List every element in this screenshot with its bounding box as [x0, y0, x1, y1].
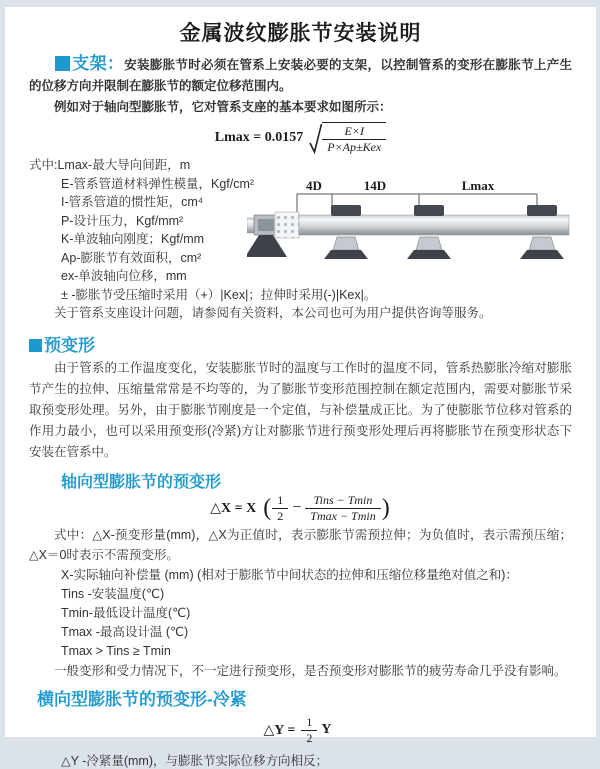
definition-line: E-管系管道材料弹性模量，Kgf/cm²	[61, 176, 255, 191]
document-page	[5, 7, 596, 768]
lateral-subheading: 横向型膨胀节的预变形-冷紧	[37, 689, 247, 709]
fraction	[322, 125, 386, 154]
sqrt-radical-glyph	[309, 122, 322, 154]
fraction-denominator: P×Ap±Kex	[322, 139, 386, 154]
support-intro-paragraph	[29, 53, 572, 97]
support-section-heading: 支架：	[72, 54, 125, 73]
open-paren: (	[263, 495, 272, 521]
list-item: Tmin-最低设计温度(℃)	[61, 605, 191, 620]
definition-line: K-单波轴向刚度；Kgf/mm	[61, 232, 205, 246]
list-item: Tmax -最高设计温 (℃)	[61, 624, 189, 639]
definition-line: ± -膨胀节受压缩时采用（+）|Kex|；拉伸时采用(-)|Kex|。	[61, 287, 377, 302]
formula-rhs: Y	[321, 722, 332, 737]
fraction-denominator: 2	[301, 730, 317, 745]
definition-line: Ap-膨胀节有效面积，cm²	[61, 250, 202, 265]
lateral-formula	[5, 716, 596, 745]
fraction-denominator: Tmax − Tmin	[305, 508, 380, 523]
axial-variable-list	[61, 566, 572, 661]
definition-line: ex-单波轴向位移，mm	[61, 269, 187, 283]
axial-formula-explanation: 式中：△X-预变形量(mm)，△X为正值时，表示膨胀节需预拉伸；为负值时，表示需预压缩；△X＝0时表示不需预变形。	[29, 527, 572, 562]
minus-sign: −	[292, 499, 302, 516]
pipe	[299, 215, 569, 235]
axial-note: 一般变形和受力情况下，不一定进行预变形，是否预变形对膨胀节的疲劳寿命几乎没有影响。	[54, 663, 567, 678]
guide-saddle	[333, 237, 359, 250]
anchor-clamp-core	[258, 219, 274, 231]
list-item: X-实际轴向补偿量 (mm) (相对于膨胀节中间状态的拉伸和压缩位移量绝对值之和)：	[61, 567, 518, 582]
section-square-icon	[29, 339, 42, 352]
lateral-note: △Y -冷紧量(mm)，与膨胀节实际位移方向相反；	[61, 753, 329, 768]
guide-base	[324, 250, 368, 259]
definition-line: I-管系管道的惯性矩，cm⁴	[61, 195, 204, 209]
fraction-temperature	[305, 494, 380, 523]
predeform-paragraph: 由于管系的工作温度变化，安装膨胀节时的温度与工作时的温度不同，管系热膨胀冷缩对膨胀节产生的拉伸、压缩量常常是不均等的，为了膨胀节变形范围控制在额定范围内，需要对膨胀节采取预变形处理。另外，由于膨胀节刚度是一个定值，与补偿量成正比。为了使膨胀节位移对管系的作用力最小，也可以采用预变形(冷紧)方让对膨胀节进行预变形处理后再将膨胀节在预变形状态下安装在管系中。	[29, 360, 572, 459]
support-closing-line: 关于管系支座设计问题，请参阅有关资料，本公司也可为用户提供咨询等服务。	[54, 306, 492, 320]
fraction-numerator: 1	[306, 714, 313, 729]
fraction-numerator: 1	[277, 492, 284, 507]
formula-lhs: △Y =	[263, 722, 296, 738]
fraction-numerator: Tins − Tmin	[313, 492, 373, 507]
fraction-denominator: 2	[272, 508, 288, 523]
axial-subheading: 轴向型膨胀节的预变形	[61, 473, 222, 491]
pipe-support-diagram	[247, 179, 583, 283]
formula-lhs: △X = X	[210, 500, 257, 516]
predeform-section-heading	[29, 331, 596, 356]
guide-base	[407, 250, 451, 259]
guide-saddle	[529, 237, 555, 250]
support-intro-text: 安装膨胀节时必须在管系上安装必要的支架，以控制管系的变形在膨胀节上产生的位移方向并限制在膨胀节的额定位移范围内。	[29, 58, 572, 93]
definition-line: 式中:Lmax-最大导向间距，m	[29, 158, 191, 172]
guide-base	[520, 250, 564, 259]
guide-cap	[331, 205, 361, 216]
section-square-icon	[55, 56, 70, 71]
dim-label-lmax: Lmax	[461, 179, 495, 193]
dim-label-4d: 4D	[306, 179, 322, 193]
formula-lhs: Lmax = 0.0157	[214, 130, 304, 145]
definition-line: P-设计压力，Kgf/mm²	[61, 213, 184, 228]
dim-label-14d: 14D	[363, 179, 387, 193]
fraction-half	[272, 494, 288, 523]
list-item: Tmax > Tins ≥ Tmin	[61, 643, 171, 658]
bellows	[275, 212, 299, 238]
guide-cap	[527, 205, 557, 216]
axial-formula	[5, 494, 596, 523]
fraction-half	[301, 716, 317, 745]
support-example-line: 例如对于轴向型膨胀节，它对管系支座的基本要求如图所示：	[54, 100, 392, 114]
predeform-heading-text: 预变形	[44, 335, 95, 355]
page-title: 金属波纹膨胀节安装说明	[179, 22, 422, 45]
square-root	[309, 122, 386, 154]
lmax-formula	[5, 122, 596, 154]
list-item: Tins -安装温度(℃)	[61, 586, 165, 601]
guide-saddle	[416, 237, 442, 250]
fraction-numerator: E×I	[344, 124, 364, 138]
radicand	[322, 122, 386, 154]
close-paren: )	[381, 495, 390, 521]
guide-cap	[414, 205, 444, 216]
